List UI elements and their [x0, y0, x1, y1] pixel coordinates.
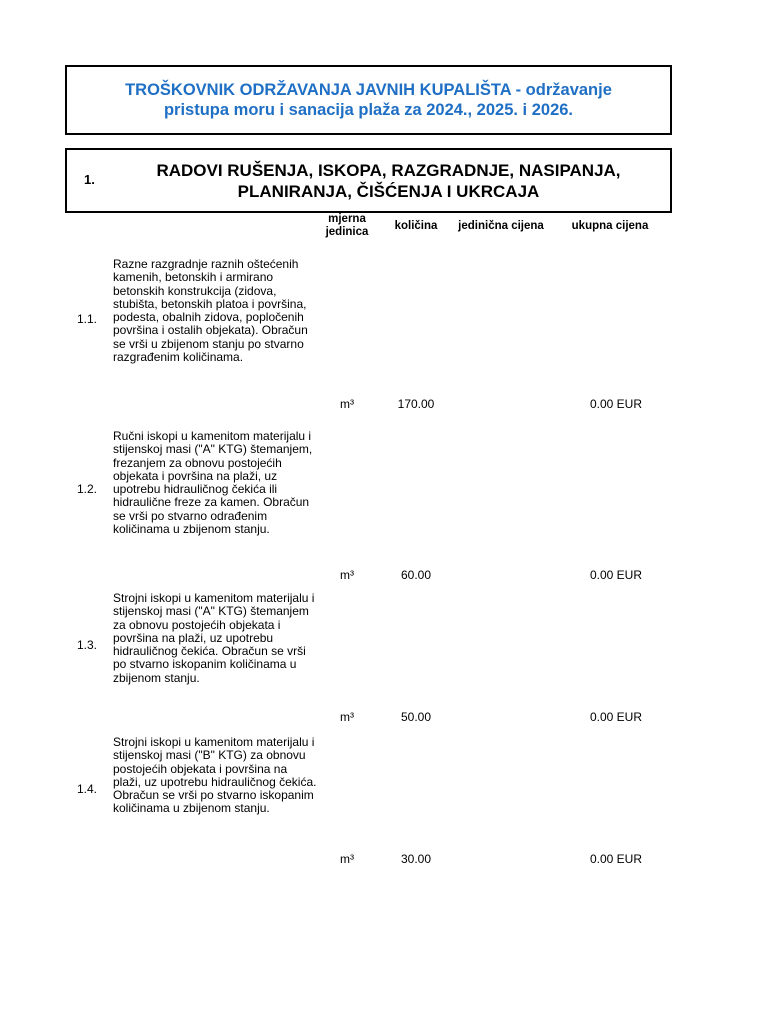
item-unit: m³	[340, 710, 354, 724]
item-number: 1.3.	[76, 638, 97, 652]
item-unit: m³	[340, 568, 354, 582]
section-title-line1: RADOVI RUŠENJA, ISKOPA, RAZGRADNJE, NASIPANJA,	[156, 161, 621, 180]
column-header-quantity: količina	[394, 220, 438, 232]
item-description: Razne razgradnje raznih oštećenih kamenih, betonskih i armirano betonskih konstrukcija (zidova, stubišta, betonskih platoa i površina, podesta, obalnih zidova, popločenih površina i ostalih objekata). Obračun se vrši u zbijenom stanju po stvarno razgrađenim količinama.	[113, 257, 308, 365]
column-header-unit-line1: mjerna	[328, 213, 366, 225]
document-title-line2: pristupa moru i sanacija plaža za 2024., 2025. i 2026.	[163, 101, 574, 119]
section-title	[127, 160, 650, 202]
item-number: 1.2.	[76, 482, 97, 496]
section-header-box	[65, 148, 672, 213]
item-total: 0.00 EUR	[589, 710, 642, 724]
column-header-unit-line2: jedinica	[325, 226, 369, 238]
item-description: Ručni iskopi u kamenitom materijalu i stijenskoj masi ("A" KTG) štemanjem, frezanjem za obnovu postojećih objekata i površina na plaži, uz upotrebu hidrauličnog čekića ili hidraulične freze za kamen. Obračun se vrši po stvarno odrađenim količinama u zbijenom stanju.	[113, 429, 313, 537]
item-description: Strojni iskopi u kamenitom materijalu i stijenskoj masi ("B" KTG) za obnovu postojećih objekata i površina na plaži, uz upotrebu hidrauličnog čekića. Obračun se vrši po stvarno iskopanim količinama u zbijenom stanju.	[113, 735, 317, 816]
item-quantity: 170.00	[397, 397, 435, 411]
item-total: 0.00 EUR	[589, 397, 642, 411]
item-description: Strojni iskopi u kamenitom materijalu i stijenskoj masi ("A" KTG) štemanjem za obnovu postojećih objekata i površina na plaži, uz upotrebu hidrauličnog čekića. Obračun se vrši po stvarno iskopanim količinama u zbijenom stanju.	[113, 591, 315, 685]
item-quantity: 60.00	[400, 568, 432, 582]
item-number: 1.4.	[76, 782, 97, 796]
item-unit: m³	[340, 397, 354, 411]
item-total: 0.00 EUR	[589, 852, 642, 866]
section-number: 1.	[84, 172, 95, 187]
column-header-unit-price: jedinična cijena	[458, 220, 544, 232]
item-unit: m³	[340, 852, 354, 866]
column-header-total: ukupna cijena	[571, 220, 649, 232]
item-number: 1.1.	[76, 312, 97, 326]
section-title-line2: PLANIRANJA, ČIŠĆENJA I UKRCAJA	[237, 182, 540, 201]
document-title-line1: TROŠKOVNIK ODRŽAVANJA JAVNIH KUPALIŠTA - održavanje	[125, 81, 612, 99]
document-title-box	[65, 65, 672, 135]
item-total: 0.00 EUR	[589, 568, 642, 582]
item-quantity: 30.00	[400, 852, 432, 866]
column-header-unit	[318, 213, 376, 239]
item-quantity: 50.00	[400, 710, 432, 724]
